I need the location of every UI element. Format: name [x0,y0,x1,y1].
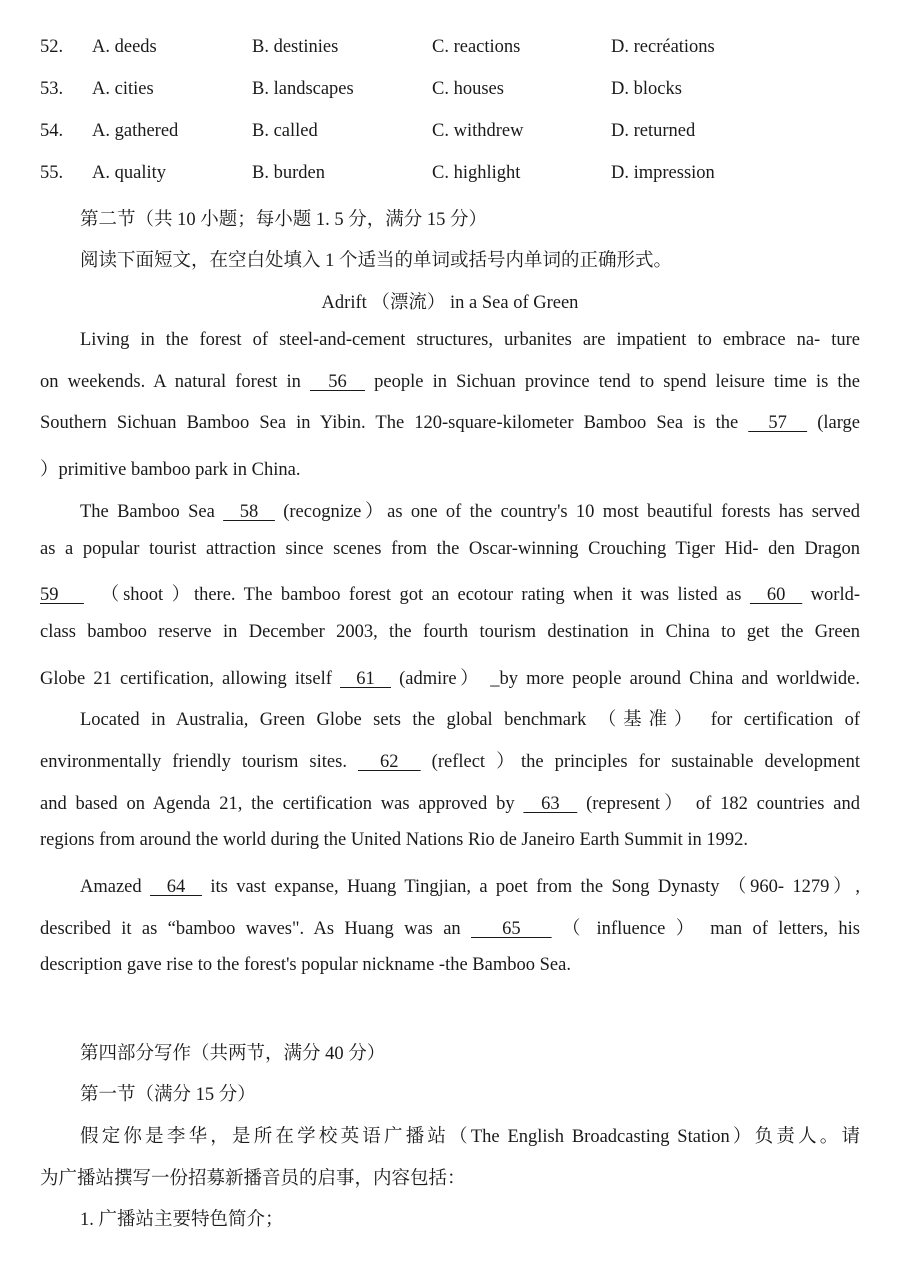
question-55-options [0,163,900,193]
blank-62[interactable]: 62 [357,752,421,772]
option-d: D. returned [611,121,696,141]
option-c: C. houses [432,79,504,99]
blank-61[interactable]: 61 [340,669,391,689]
part-4-section-1: 第一节（满分 15 分） [80,1085,256,1105]
question-52-options [0,37,900,67]
option-c: C. reactions [432,37,521,57]
writing-task-item-1: 1. 广播站主要特色简介； [80,1210,284,1230]
blank-63[interactable]: 63 [523,794,578,814]
blank-56[interactable]: 56 [310,372,366,392]
option-b: B. destinies [252,37,339,57]
section-2-header: 第二节（共 10 小题；每小题 1. 5 分，满分 15 分） [80,210,488,230]
option-b: B. landscapes [252,79,354,99]
blank-57[interactable]: 57 [748,413,808,433]
p4-line-2: described it as “bamboo waves". As Huang was an 65 （ influence ） man of letters, his [40,919,861,939]
option-d: D. recréations [611,37,715,57]
blank-64[interactable]: 64 [150,877,202,897]
blank-65[interactable]: 65 [471,919,552,939]
option-c: C. highlight [432,163,521,183]
passage-title: Adrift （漂流） in a Sea of Green [321,293,579,313]
section-2-instruction: 阅读下面短文，在空白处填入 1 个适当的单词或括号内单词的正确形式。 [80,251,673,271]
part-4-header: 第四部分写作（共两节，满分 40 分） [80,1044,386,1064]
option-a: A. gathered [92,121,179,141]
question-number: 53. [40,79,64,99]
p2-line-3: 59 （shoot ）there. The bamboo forest got an ecotour rating when it was listed as 60 world- [40,585,861,605]
question-54-options [0,121,900,151]
p2-line-1: The Bamboo Sea 58 (recognize）as one of the country's 10 most beautiful forests has served [80,502,861,522]
option-b: B. burden [252,163,325,183]
p4-line-1: Amazed 64 its vast expanse, Huang Tingjian, a poet from the Song Dynasty （960- 1279）, [80,877,861,897]
option-d: D. impression [611,163,715,183]
option-a: A. quality [92,163,166,183]
question-number: 54. [40,121,64,141]
p3-line-1: Located in Australia, Green Globe sets the global benchmark （基准） for certification of [80,710,860,730]
option-d: D. blocks [611,79,682,99]
option-c: C. withdrew [432,121,524,141]
question-53-options [0,79,900,109]
p2-line-5: Globe 21 certification, allowing itself 61 (admire） _by more people around China and worldwide. [40,669,861,689]
writing-task-line-2: 为广播站撰写一份招募新播音员的启事，内容包括： [40,1169,466,1189]
option-a: A. cities [92,79,154,99]
question-number: 52. [40,37,64,57]
writing-task-line-1: 假定你是李华，是所在学校英语广播站（The English Broadcasting Station）负责人。请 [80,1127,860,1147]
question-number: 55. [40,163,64,183]
p1-line-4: ）primitive bamboo park in China. [40,460,301,480]
p3-line-3: and based on Agenda 21, the certification was approved by 63 (represent） of 182 countries and [40,794,861,814]
option-b: B. called [252,121,318,141]
p1-line-3: Southern Sichuan Bamboo Sea in Yibin. The 120-square-kilometer Bamboo Sea is the 57 (large [40,413,860,433]
p2-line-2: as a popular tourist attraction since scenes from the Oscar-winning Crouching Tiger Hid- den Dragon [40,539,860,559]
p1-line-1: Living in the forest of steel-and-cement structures, urbanites are impatient to embrace na- ture [80,330,860,350]
p4-line-3: description gave rise to the forest's popular nickname -the Bamboo Sea. [40,955,571,975]
option-a: A. deeds [92,37,157,57]
blank-58[interactable]: 58 [223,502,275,522]
p2-line-4: class bamboo reserve in December 2003, the fourth tourism destination in China to get the Green [40,622,860,642]
p1-line-2: on weekends. A natural forest in 56 people in Sichuan province tend to spend leisure time is the [40,372,861,392]
blank-59[interactable]: 59 [40,585,84,605]
p3-line-4: regions from around the world during the United Nations Rio de Janeiro Earth Summit in 1992. [40,830,749,850]
blank-60[interactable]: 60 [749,585,803,605]
p3-line-2: environmentally friendly tourism sites. 62 (reflect ）the principles for sustainable development [40,752,861,772]
